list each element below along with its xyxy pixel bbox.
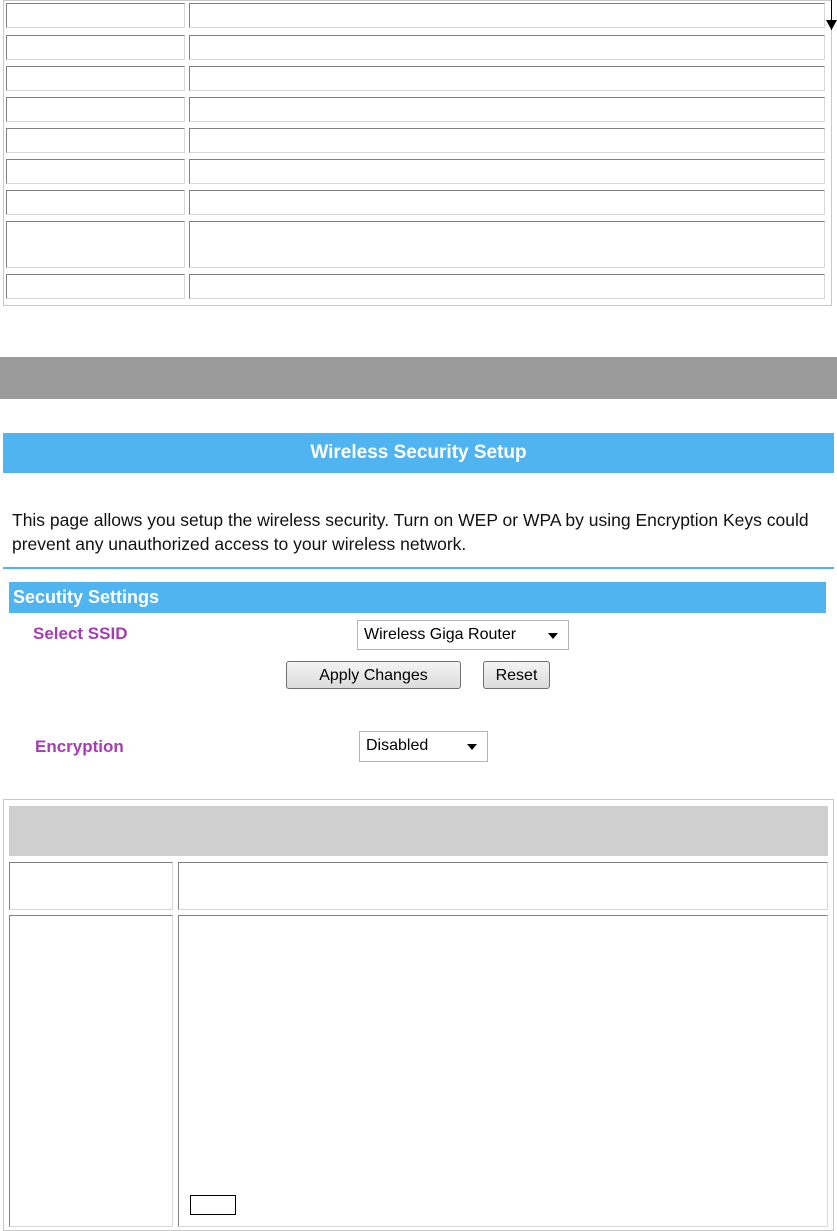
table-row-5-label	[6, 128, 185, 153]
small-input-box[interactable]	[190, 1195, 236, 1215]
reset-button[interactable]: Reset	[483, 661, 550, 689]
table-row-9-value	[189, 274, 825, 299]
chevron-down-icon	[548, 633, 558, 639]
table-row-6-label	[6, 159, 185, 184]
section-title: Secutity Settings	[9, 582, 826, 613]
separator-line	[3, 567, 834, 569]
table-row-3-label	[6, 66, 185, 91]
page-title: Wireless Security Setup	[3, 433, 834, 473]
encryption-select[interactable]	[359, 731, 488, 762]
table-row-7-value	[189, 190, 825, 215]
table-row-1-value	[189, 3, 825, 28]
table-row-4-label	[6, 97, 185, 122]
table-row-2-value	[189, 35, 825, 60]
table-row-8-value	[189, 221, 825, 268]
table-row-4-value	[189, 97, 825, 122]
apply-changes-button[interactable]: Apply Changes	[286, 661, 461, 689]
table-row-2-label	[6, 35, 185, 60]
table-row-3-value	[189, 66, 825, 91]
chevron-down-icon	[467, 744, 477, 750]
table-row-9-label	[6, 274, 185, 299]
bottom-row-1-value	[178, 862, 828, 910]
bottom-row-1-label	[9, 862, 173, 910]
table-row-6-value	[189, 159, 825, 184]
page-description: This page allows you setup the wireless security. Turn on WEP or WPA by using Encryption Keys could prevent any unauthorized access to your wireless network.	[12, 510, 809, 554]
ssid-select[interactable]	[357, 620, 569, 650]
ssid-select-value: Wireless Giga Router	[364, 626, 517, 643]
scrollbar-up-arrow[interactable]	[826, 0, 837, 30]
table-row-7-label	[6, 190, 185, 215]
bottom-table-header	[9, 806, 828, 856]
select-ssid-label: Select SSID	[33, 624, 128, 643]
table-row-8-label	[6, 221, 185, 268]
gray-divider-bar	[0, 357, 837, 399]
bottom-row-2-value	[178, 915, 828, 1227]
encryption-label: Encryption	[35, 737, 124, 756]
table-row-1-label	[6, 3, 185, 28]
bottom-row-2-label	[9, 915, 173, 1227]
encryption-select-value: Disabled	[366, 737, 429, 754]
table-row-5-value	[189, 128, 825, 153]
